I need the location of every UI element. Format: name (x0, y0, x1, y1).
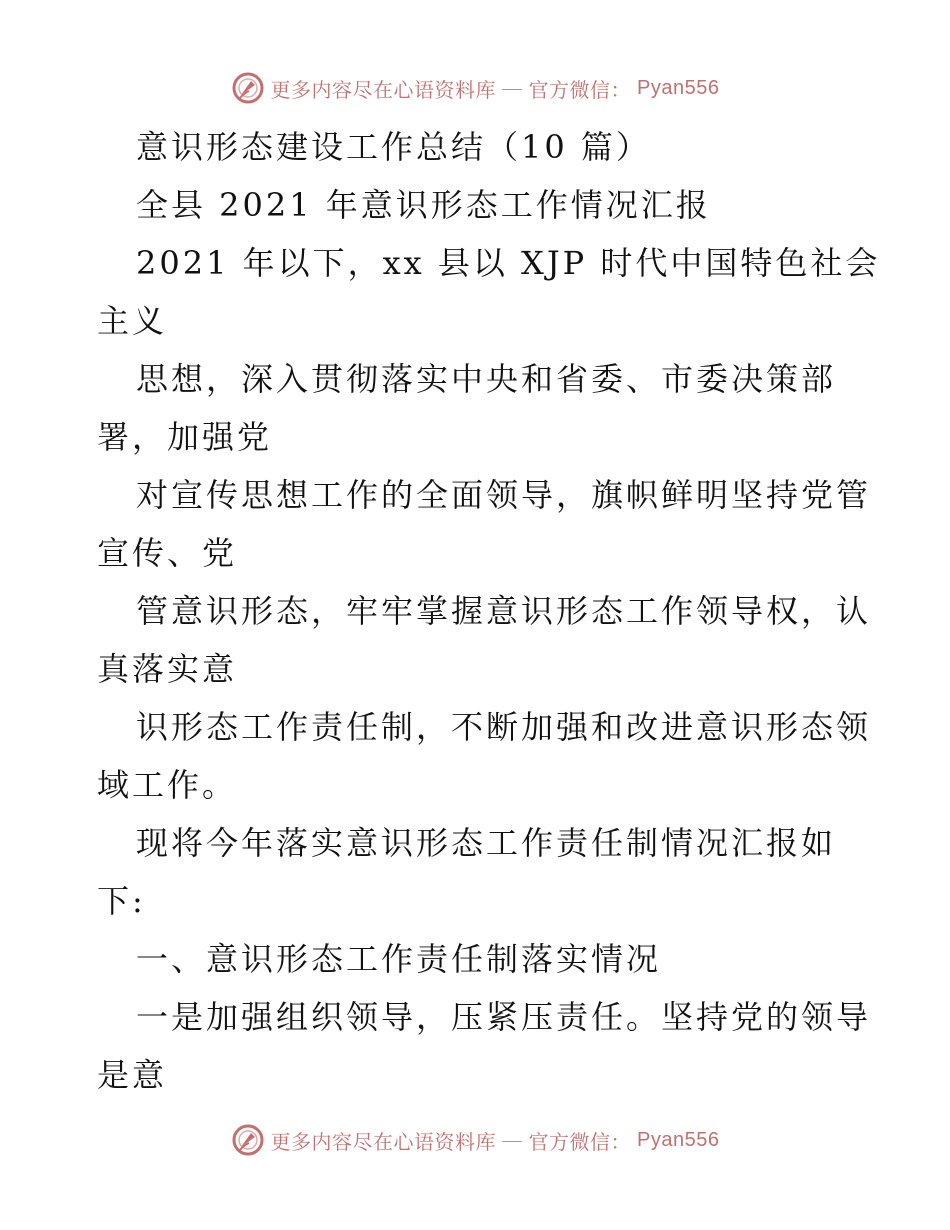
watermark-separator: — (502, 76, 523, 99)
watermark-wechat-id: Pyan556 (637, 76, 720, 99)
body-line: 是意 (97, 1056, 168, 1094)
watermark-separator: — (502, 1128, 523, 1151)
watermark-label: 官方微信： (528, 1131, 632, 1154)
body-line: 一是加强组织领导，压紧压责任。坚持党的领导 (136, 998, 872, 1036)
body-line: 识形态工作责任制，不断加强和改进意识形态领 (136, 708, 872, 746)
body-line: 对宣传思想工作的全面领导，旗帜鲜明坚持党管 (136, 476, 872, 514)
body-line: 2021 年以下，xx 县以 XJP 时代中国特色社会 (136, 244, 881, 282)
body-line: 真落实意 (97, 650, 238, 688)
watermark-label: 官方微信： (528, 79, 632, 102)
body-line: 主义 (97, 302, 168, 340)
watermark-main-text: 更多内容尽在心语资料库 (270, 79, 497, 102)
footer-watermark (0, 1123, 950, 1157)
document-title: 意识形态建设工作总结（10 篇） (136, 128, 651, 166)
pen-nib-circle-icon (231, 1123, 265, 1157)
body-line: 下: (97, 882, 146, 920)
body-line: 域工作。 (97, 766, 238, 804)
body-line: 宣传、党 (97, 534, 238, 572)
watermark-main-text: 更多内容尽在心语资料库 (270, 1131, 497, 1154)
document-subtitle: 全县 2021 年意识形态工作情况汇报 (136, 186, 711, 224)
body-line: 管意识形态，牢牢掌握意识形态工作领导权，认 (136, 592, 872, 630)
body-line: 思想，深入贯彻落实中央和省委、市委决策部 (136, 360, 837, 398)
watermark-wechat-id: Pyan556 (637, 1128, 720, 1151)
header-watermark (0, 71, 950, 105)
pen-nib-circle-icon (231, 71, 265, 105)
body-line: 现将今年落实意识形态工作责任制情况汇报如 (136, 824, 837, 862)
section-heading: 一、意识形态工作责任制落实情况 (136, 940, 662, 978)
body-line: 署，加强党 (97, 418, 273, 456)
